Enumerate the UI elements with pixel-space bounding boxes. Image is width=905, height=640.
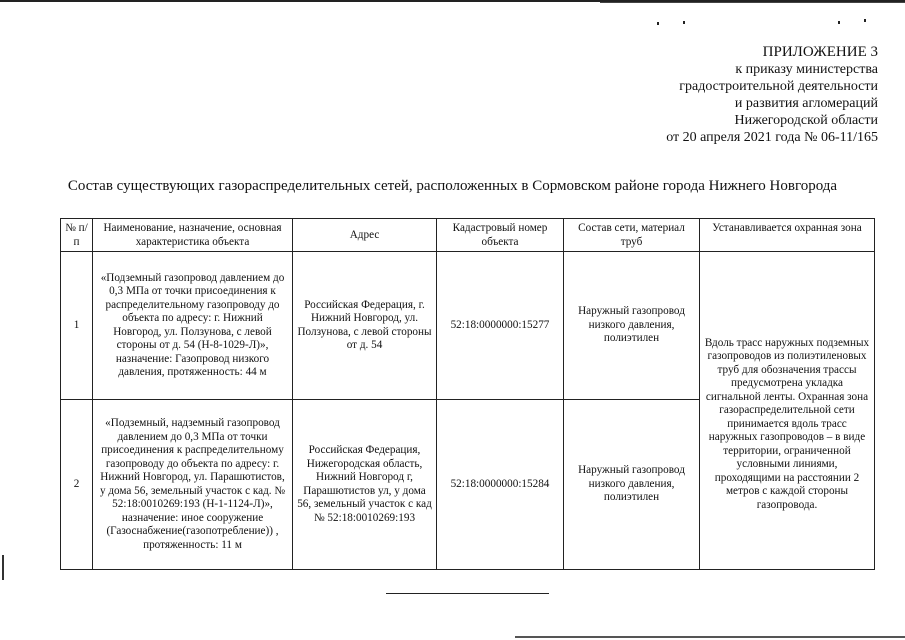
appendix-line: Нижегородской области [734, 113, 878, 128]
footer-separator-line [386, 593, 549, 594]
appendix-title: ПРИЛОЖЕНИЕ 3 [762, 44, 878, 60]
object-description: «Подземный, надземный газопровод давлением до 0,3 МПа от точки присоединения к распределительному газопроводу до объекта по адресу: г. Нижний Новгород, ул. Парашютистов, у дома 56, земельный участок с кад. № 52:18:0010269:193 (Н-1-1124-Л)», назначение: иное сооружение (Газоснабжение(газопотребление)) , протяженность: 11 м [93, 400, 293, 570]
cadastral-number: 52:18:0000000:15277 [437, 252, 564, 400]
protection-zone-text: Вдоль трасс наружных подземных газопроводов из полиэтиленовых труб для обозначения трассы предусмотрена укладка сигнальной ленты. Охранная зона газораспределительной сети принимается вдоль трасс наружных газопроводов – в виде территории, ограниченной условными линиями, проходящими на расстоянии 2 метров с каждой стороны газопровода. [704, 336, 870, 511]
column-header-cadastral: Кадастровый номер объекта [437, 219, 564, 252]
table-row [61, 252, 875, 400]
scan-edge-top-secondary [600, 2, 905, 3]
appendix-line: градостроительной деятельности [679, 79, 878, 94]
gas-network-table [60, 218, 875, 570]
network-composition: Наружный газопровод низкого давления, полиэтилен [564, 252, 700, 400]
appendix-line: от 20 апреля 2021 года № 06-11/165 [666, 130, 878, 145]
row-number: 1 [61, 252, 93, 400]
zone-spacer [704, 309, 870, 337]
protection-zone-description [700, 252, 875, 570]
appendix-line: к приказу министерства [735, 62, 878, 77]
object-address: Российская Федерация, г. Нижний Новгород, ул. Ползунова, с левой стороны от д. 54 [293, 252, 437, 400]
object-description: «Подземный газопровод давлением до 0,3 МПа от точки присоединения к распределительному газопроводу до объекта по адресу: г. Нижний Новгород, ул. Ползунова, с левой стороны от д. 54 (Н-8-1029-Л)», назначение: Газопровод низкого давления, протяженность: 44 м [93, 252, 293, 400]
column-header-number: № п/п [61, 219, 93, 252]
cadastral-number: 52:18:0000000:15284 [437, 400, 564, 570]
column-header-address: Адрес [293, 219, 437, 252]
appendix-line: и развития агломераций [734, 96, 878, 111]
scan-speck [838, 21, 840, 24]
scan-edge-left [2, 555, 4, 580]
scan-speck [683, 21, 685, 24]
document-title: Состав существующих газораспределительных сетей, расположенных в Сормовском районе города Нижнего Новгорода [67, 178, 838, 194]
column-header-name: Наименование, назначение, основная характеристика объекта [93, 219, 293, 252]
scan-speck [864, 19, 866, 22]
appendix-header [518, 44, 878, 146]
row-number: 2 [61, 400, 93, 570]
scan-edge-bottom [515, 636, 905, 638]
column-header-zone: Устанавливается охранная зона [700, 219, 875, 252]
column-header-network: Состав сети, материал труб [564, 219, 700, 252]
object-address: Российская Федерация, Нижегородская область, Нижний Новгород г, Парашютистов ул, у дома 56, земельный участок с кад № 52:18:0010269:193 [293, 400, 437, 570]
network-composition: Наружный газопровод низкого давления, полиэтилен [564, 400, 700, 570]
table-header-row [61, 219, 875, 252]
scan-speck [657, 22, 659, 25]
